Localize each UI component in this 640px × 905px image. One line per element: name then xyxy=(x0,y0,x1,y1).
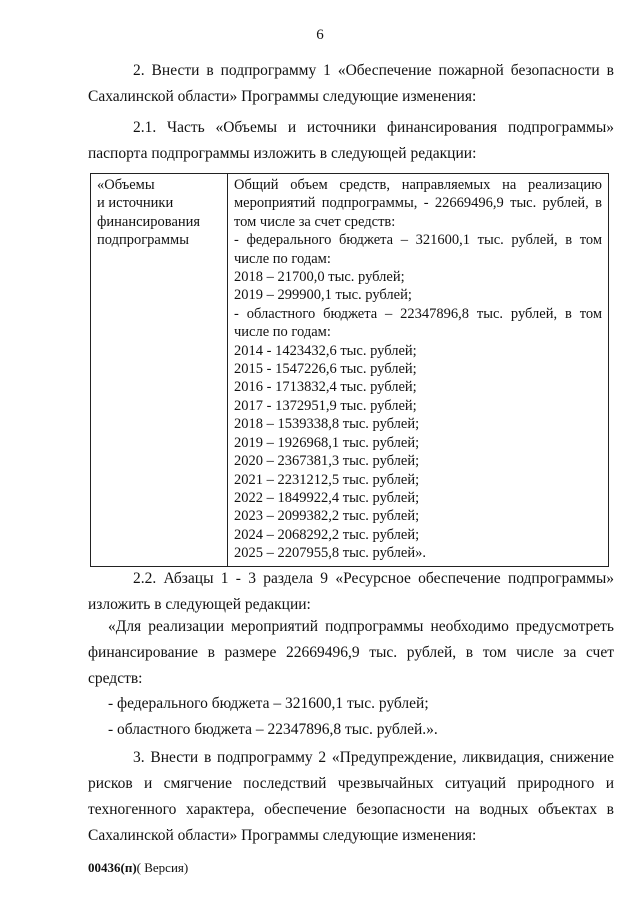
regional-year-line: 2019 – 1926968,1 тыс. рублей; xyxy=(234,434,420,451)
table-cell-label xyxy=(91,174,228,567)
paragraph-2: 2. Внести в подпрограмму 1 «Обеспечение пожарной безопасности в Сахалинской области» Программы следующие изменения: xyxy=(88,62,614,105)
table-cell-content xyxy=(228,174,609,567)
regional-year-line: 2016 - 1713832,4 тыс. рублей; xyxy=(234,379,417,396)
regional-year-line: 2020 – 2367381,3 тыс. рублей; xyxy=(234,453,420,470)
regional-year-line: 2021 – 2231212,5 тыс. рублей; xyxy=(234,471,420,488)
federal-budget-header: - федерального бюджета – 321600,1 тыс. рублей, в том числе по годам: xyxy=(234,232,602,267)
table-row xyxy=(91,174,609,567)
paragraph-3: 3. Внести в подпрограмму 2 «Предупреждение, ликвидация, снижение рисков и смягчение последствий чрезвычайных ситуаций природного и техногенного характера, обеспечение безопасности на водных объектах в Сахалинской области» Программы следующие изменения: xyxy=(88,749,614,844)
paragraph-regional: - областного бюджета – 22347896,8 тыс. рублей.». xyxy=(108,721,438,738)
page-number: 6 xyxy=(316,27,324,43)
label-line: «Объемы xyxy=(97,177,155,193)
regional-year-line: 2018 – 1539338,8 тыс. рублей; xyxy=(234,416,420,433)
federal-year-line: 2018 – 21700,0 тыс. рублей; xyxy=(234,269,405,286)
paragraph-2-1: 2.1. Часть «Объемы и источники финансирования подпрограммы» паспорта подпрограммы изложить в следующей редакции: xyxy=(88,119,614,162)
footer-code: 00436(п) xyxy=(88,860,137,875)
footer xyxy=(88,860,188,876)
paragraph-quote: «Для реализации мероприятий подпрограммы необходимо предусмотреть финансирование в размере 22669496,9 тыс. рублей, в том числе за счет средств: xyxy=(88,618,614,687)
regional-year-line: 2022 – 1849922,4 тыс. рублей; xyxy=(234,489,420,506)
label-line: финансирования xyxy=(97,213,201,230)
paragraph-federal: - федерального бюджета – 321600,1 тыс. рублей; xyxy=(108,695,429,712)
footer-version: ( Версия) xyxy=(136,860,189,875)
regional-year-line: 2014 - 1423432,6 тыс. рублей; xyxy=(234,342,417,359)
funding-intro: Общий объем средств, направляемых на реализацию мероприятий подпрограммы, - 22669496,9 тыс. рублей, в том числе за счет средств: xyxy=(234,177,602,230)
paragraph-2-2: 2.2. Абзацы 1 - 3 раздела 9 «Ресурсное обеспечение подпрограммы» изложить в следующей редакции: xyxy=(88,570,614,613)
regional-year-line: 2023 – 2099382,2 тыс. рублей; xyxy=(234,508,420,525)
funding-table xyxy=(90,173,609,567)
regional-year-line: 2017 - 1372951,9 тыс. рублей; xyxy=(234,397,417,414)
regional-year-line: 2024 – 2068292,2 тыс. рублей; xyxy=(234,526,420,543)
regional-budget-header: - областного бюджета – 22347896,8 тыс. рублей, в том числе по годам: xyxy=(234,305,602,341)
regional-year-line: 2015 - 1547226,6 тыс. рублей; xyxy=(234,361,417,378)
label-line: и источники xyxy=(97,195,174,212)
regional-year-line: 2025 – 2207955,8 тыс. рублей». xyxy=(234,545,426,562)
label-line: подпрограммы xyxy=(97,232,189,249)
federal-year-line: 2019 – 299900,1 тыс. рублей; xyxy=(234,287,412,304)
